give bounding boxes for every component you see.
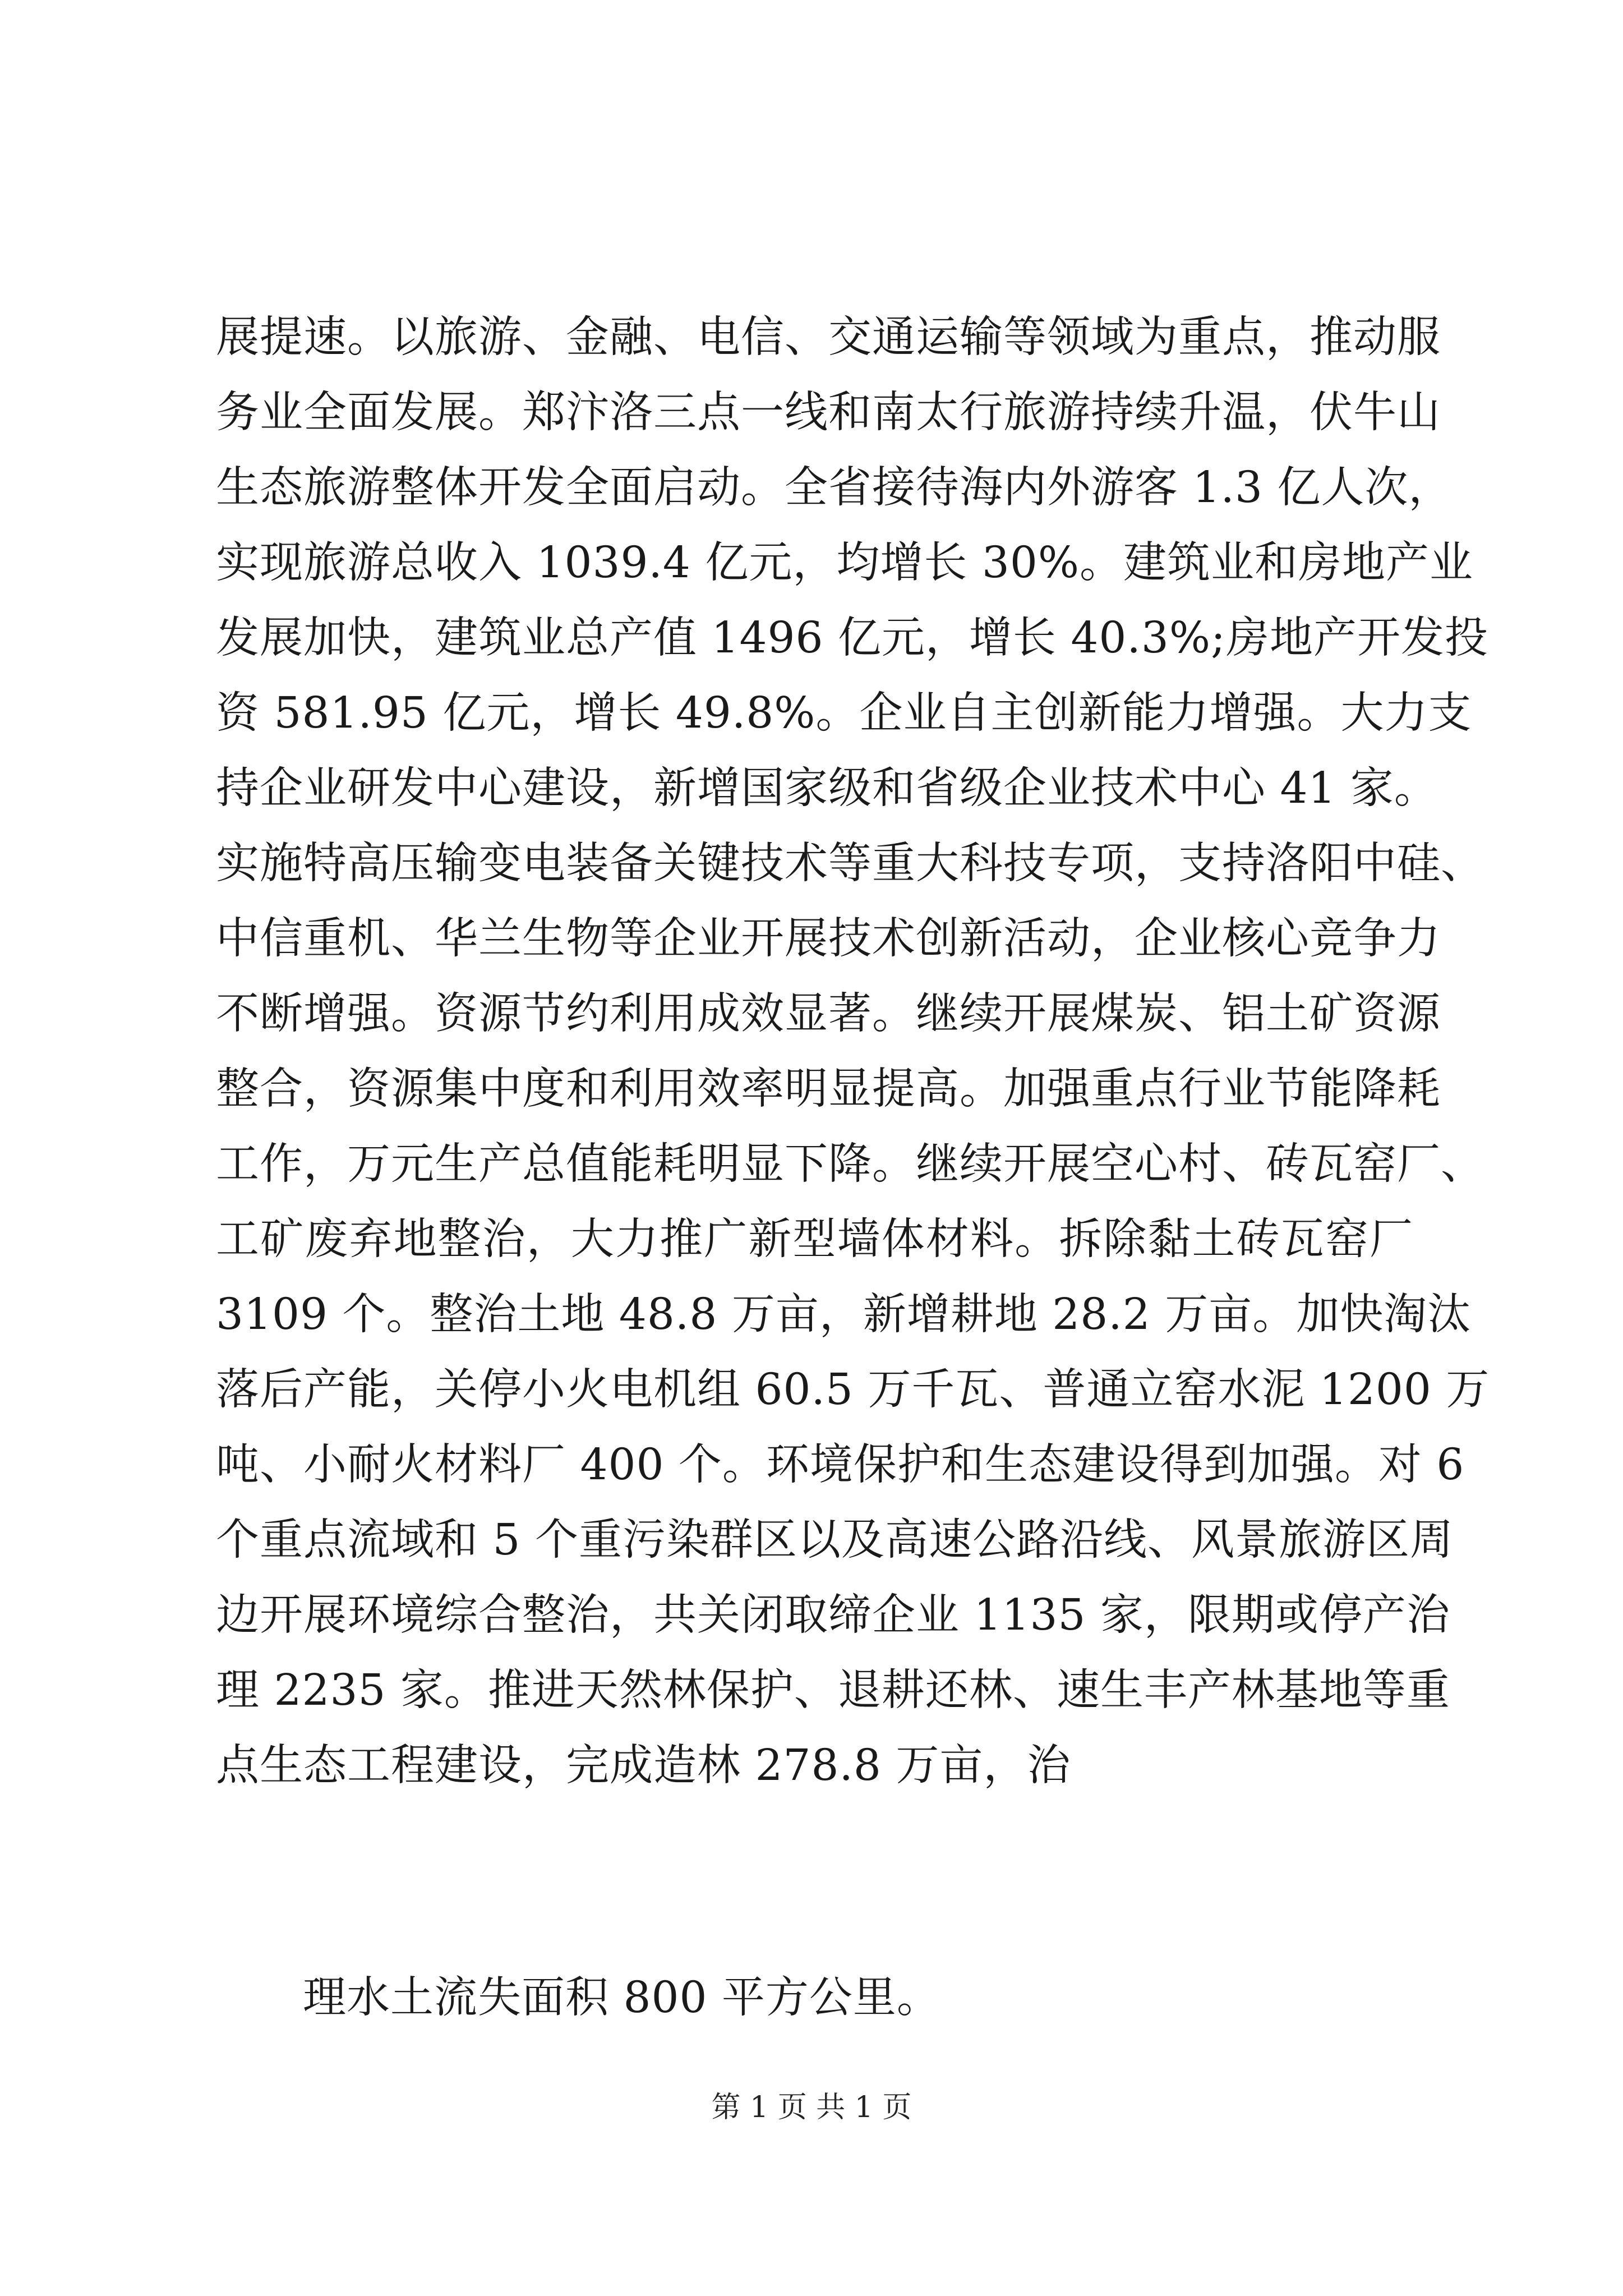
page-footer xyxy=(0,2088,1623,2127)
text-line: 工作，万元生产总值能耗明显下降。继续开展空心村、砖瓦窑厂、 xyxy=(216,1139,1484,1189)
text-line: 边开展环境综合整治，共关闭取缔企业 1135 家，限期或停产治 xyxy=(216,1590,1450,1640)
text-line: 生态旅游整体开发全面启动。全省接待海内外游客 1.3 亿人次， xyxy=(216,463,1453,513)
text-line: 点生态工程建设，完成造林 278.8 万亩，治 xyxy=(216,1741,1071,1791)
text-line: 实现旅游总收入 1039.4 亿元，均增长 30%。建筑业和房地产业 xyxy=(216,538,1473,588)
text-line: 个重点流域和 5 个重污染群区以及高速公路沿线、风景旅游区周 xyxy=(216,1515,1454,1565)
page-number-label: 第 1 页 共 1 页 xyxy=(711,2091,912,2124)
text-line: 中信重机、华兰生物等企业开展技术创新活动，企业核心竞争力 xyxy=(216,914,1441,964)
text-line: 不断增强。资源节约利用成效显著。继续开展煤炭、铝土矿资源 xyxy=(216,989,1441,1039)
text-line: 发展加快，建筑业总产值 1496 亿元，增长 40.3%;房地产开发投 xyxy=(216,613,1488,663)
text-line: 3109 个。整治土地 48.8 万亩，新增耕地 28.2 万亩。加快淘汰 xyxy=(216,1290,1472,1340)
text-line: 实施特高压输变电装备关键技术等重大科技专项，支持洛阳中硅、 xyxy=(216,839,1484,889)
text-line: 资 581.95 亿元，增长 49.8%。企业自主创新能力增强。大力支 xyxy=(216,688,1472,738)
text-line: 理 2235 家。推进天然林保护、退耕还林、速生丰产林基地等重 xyxy=(216,1665,1450,1715)
text-line: 持企业研发中心建设，新增国家级和省级企业技术中心 41 家。 xyxy=(216,763,1438,813)
text-line: 吨、小耐火材料厂 400 个。环境保护和生态建设得到加强。对 6 xyxy=(216,1440,1465,1490)
paragraph-text: 理水土流失面积 800 平方公里。 xyxy=(303,1973,940,2023)
text-line: 整合，资源集中度和利用效率明显提高。加强重点行业节能降耗 xyxy=(216,1064,1441,1114)
text-line: 工矿废弃地整治，大力推广新型墙体材料。拆除黏土砖瓦窑厂 xyxy=(216,1214,1413,1264)
text-line: 展提速。以旅游、金融、电信、交通运输等领域为重点，推动服 xyxy=(216,312,1441,362)
body-text xyxy=(216,300,1490,1803)
text-line: 务业全面发展。郑汴洛三点一线和南太行旅游持续升温，伏牛山 xyxy=(216,388,1441,438)
text-line: 落后产能，关停小火电机组 60.5 万千瓦、普通立窑水泥 1200 万 xyxy=(216,1365,1490,1415)
